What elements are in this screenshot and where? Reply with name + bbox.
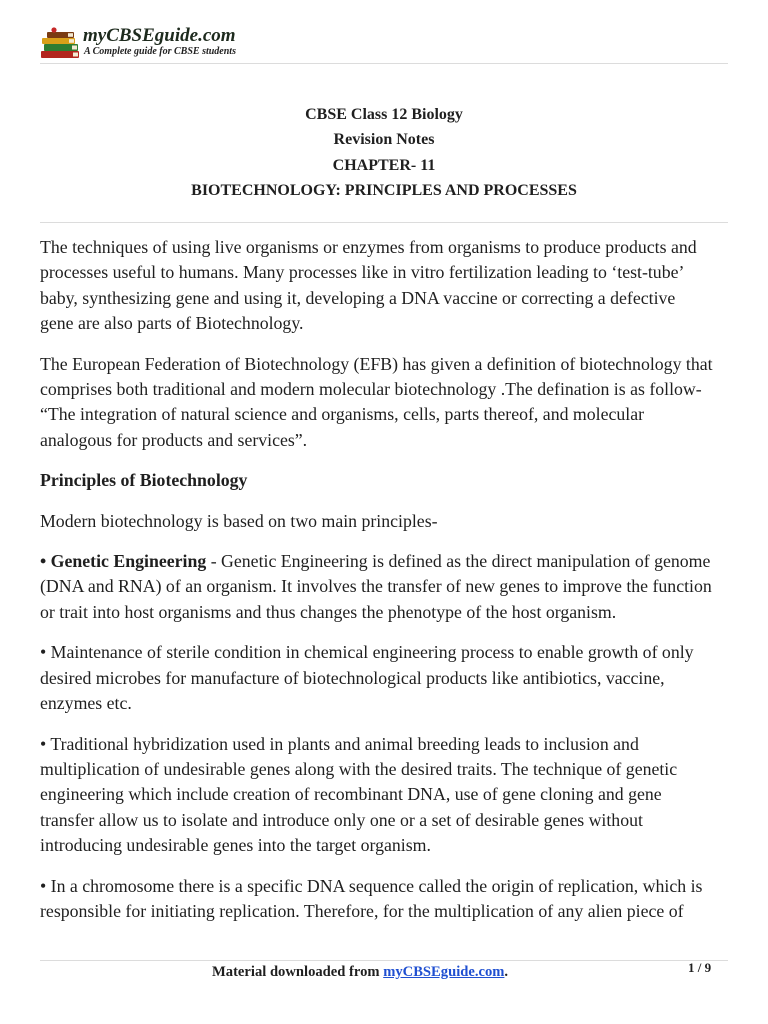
books-stack-icon — [40, 27, 82, 59]
title-notes-type: Revision Notes — [333, 131, 435, 149]
paragraph-line: desired microbes for manufacture of biotechnological products like antibiotics, vaccine, — [40, 667, 665, 688]
paragraph-line: or trait into host organisms and thus changes the phenotype of the host organism. — [40, 601, 617, 622]
document-body — [40, 235, 728, 939]
paragraph-intro — [40, 235, 728, 337]
footer-rule — [40, 960, 728, 961]
footer-note — [212, 963, 508, 981]
paragraph-line: baby, synthesizing gene and using it, developing a DNA vaccine or correcting a defective — [40, 287, 676, 308]
paragraph-line: responsible for initiating replication. Therefore, for the multiplication of any alien piece of — [40, 900, 684, 921]
site-link[interactable]: myCBSEguide.com — [383, 964, 505, 980]
paragraph-line: (DNA and RNA) of an organism. It involves the transfer of new genes to improve the function — [40, 576, 712, 597]
paragraph-line: • Traditional hybridization used in plants and animal breeding leads to inclusion and — [40, 733, 639, 754]
term-genetic-engineering: • Genetic Engineering — [40, 551, 207, 572]
paragraph-line: The European Federation of Biotechnology (EFB) has given a definition of biotechnology that — [40, 353, 713, 374]
title-chapter: CHAPTER- 11 — [332, 156, 436, 174]
paragraph-line: • In a chromosome there is a specific DNA sequence called the origin of replication, which is — [40, 875, 703, 896]
logo-tagline: A Complete guide for CBSE students — [84, 46, 236, 57]
paragraph-line: engineering which include creation of recombinant DNA, use of gene cloning and gene — [40, 784, 662, 805]
paragraph-genetic-engineering — [40, 549, 728, 625]
paragraph-line: The techniques of using live organisms or enzymes from organisms to produce products and — [40, 237, 697, 257]
paragraph-line: introducing undesirable genes into the target organism. — [40, 835, 431, 856]
title-rule — [40, 222, 728, 223]
paragraph-line: processes useful to humans. Many processes like in vitro fertilization leading to ‘test-tube’ — [40, 262, 685, 283]
header-rule — [40, 63, 728, 64]
paragraph-principles-lead — [40, 509, 728, 534]
logo-name: myCBSEguide.com — [83, 25, 236, 46]
paragraph-line — [40, 549, 728, 574]
paragraph-line: • Maintenance of sterile condition in chemical engineering process to enable growth of only — [40, 642, 694, 663]
paragraph-line: enzymes etc. — [40, 693, 132, 714]
paragraph-line: gene are also parts of Biotechnology. — [40, 313, 304, 334]
title-chapter-name: BIOTECHNOLOGY: PRINCIPLES AND PROCESSES — [191, 182, 577, 200]
paragraph-hybridization — [40, 732, 728, 859]
definition-text: - Genetic Engineering is defined as the direct manipulation of genome — [206, 551, 711, 572]
document-title-block — [40, 102, 728, 204]
paragraph-line: “The integration of natural science and organisms, cells, parts thereof, and molecular — [40, 404, 645, 425]
paragraph-efb-definition — [40, 352, 728, 454]
paragraph-line: comprises both traditional and modern molecular biotechnology .The defination is as follow- — [40, 379, 702, 400]
section-heading: Principles of Biotechnology — [40, 470, 248, 491]
footer-suffix: . — [504, 964, 509, 980]
paragraph-line: analogous for products and services”. — [40, 429, 308, 450]
footer-prefix: Material downloaded from — [212, 964, 384, 980]
paragraph-line: multiplication of undesirable genes along with the desired traits. The technique of genetic — [40, 758, 678, 779]
title-subject: CBSE Class 12 Biology — [305, 106, 463, 123]
paragraph-line: transfer allow us to isolate and introduce only one or a set of desirable genes without — [40, 809, 643, 830]
paragraph-line: Modern biotechnology is based on two main principles- — [40, 510, 438, 531]
paragraph-sterile-condition — [40, 640, 728, 716]
paragraph-origin-of-replication — [40, 874, 728, 925]
page-number: 1 / 9 — [688, 960, 712, 975]
